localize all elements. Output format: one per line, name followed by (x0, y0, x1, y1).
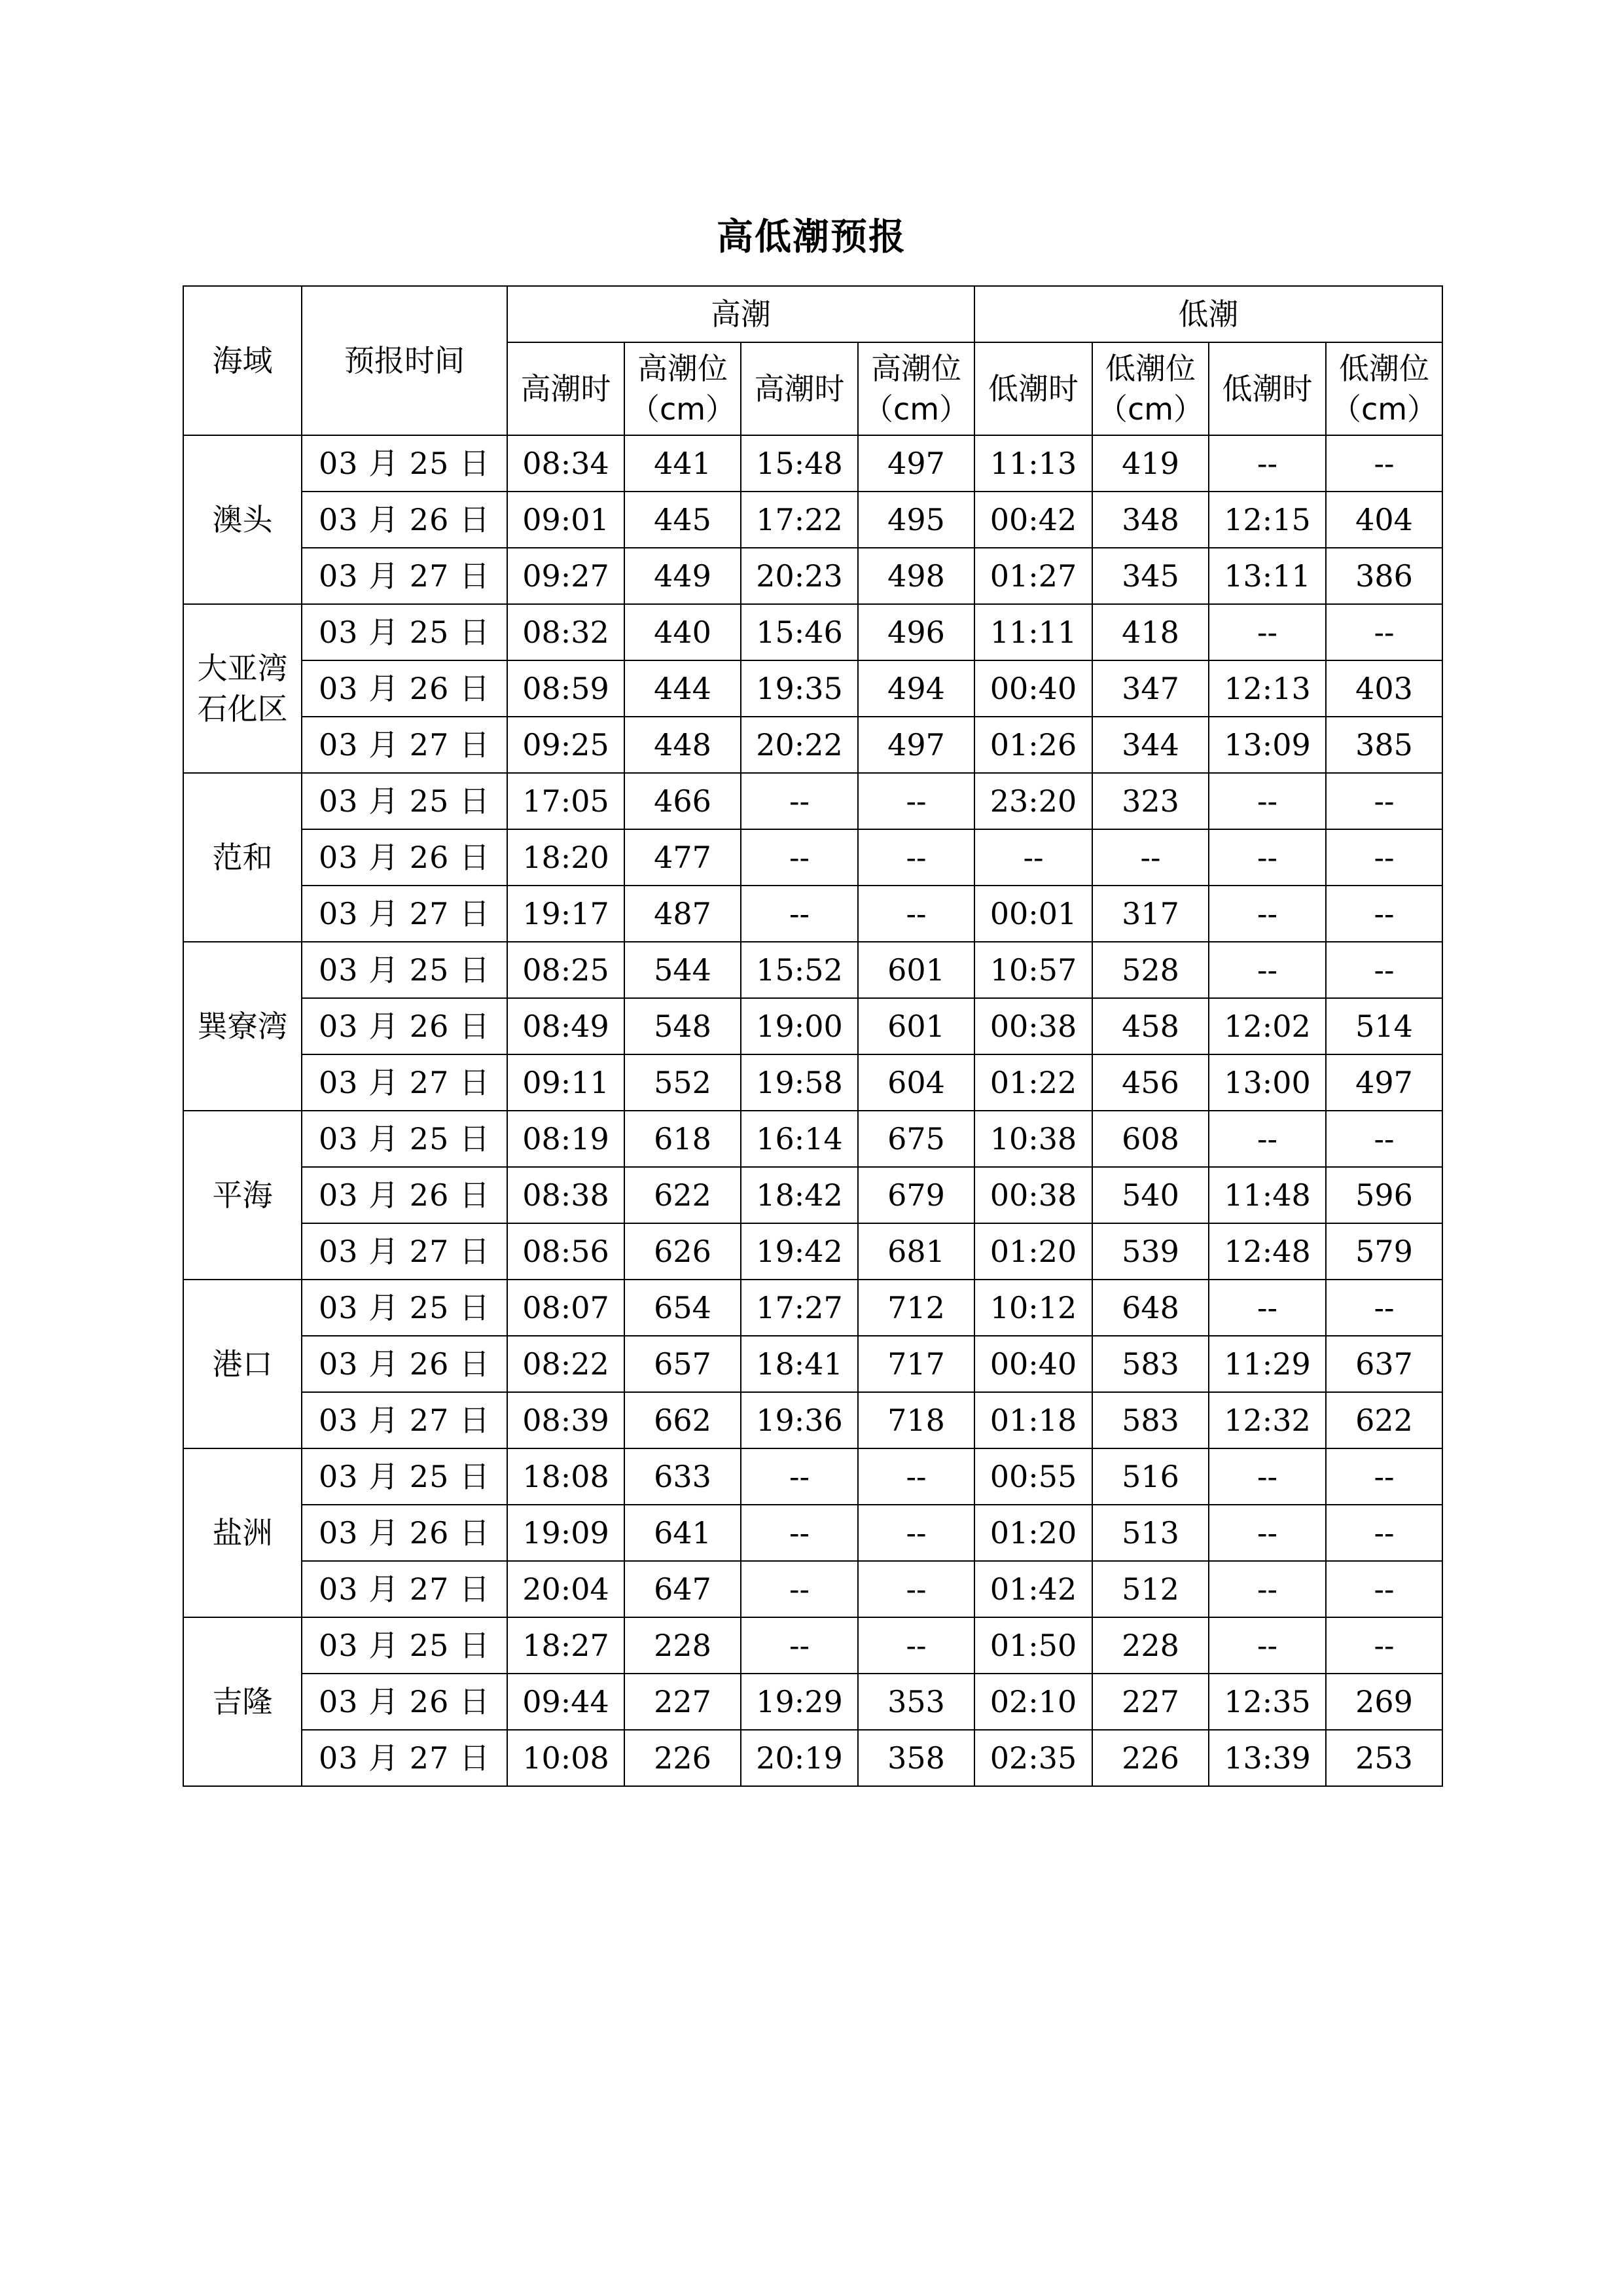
tide-cell: -- (1209, 886, 1326, 942)
tide-cell: 497 (858, 717, 974, 773)
tide-cell: 01:27 (974, 548, 1092, 604)
tide-cell: -- (858, 1561, 974, 1617)
tide-cell: 494 (858, 660, 974, 717)
tide-cell: 227 (1092, 1674, 1209, 1730)
region-name: 盐洲 (183, 1448, 302, 1617)
tide-cell: 498 (858, 548, 974, 604)
tide-cell: 647 (624, 1561, 741, 1617)
tide-cell: 10:12 (974, 1280, 1092, 1336)
tide-cell: 19:35 (741, 660, 858, 717)
table-row (183, 660, 1442, 717)
tide-cell: 513 (1092, 1505, 1209, 1561)
tide-cell: 418 (1092, 604, 1209, 660)
tide-cell: -- (1326, 1505, 1442, 1561)
tide-cell: 19:42 (741, 1223, 858, 1280)
tide-cell: 19:09 (507, 1505, 624, 1561)
table-row (183, 886, 1442, 942)
tide-cell: 466 (624, 773, 741, 829)
tide-cell: 449 (624, 548, 741, 604)
tide-cell: 548 (624, 998, 741, 1054)
tide-cell: 08:56 (507, 1223, 624, 1280)
tide-cell: -- (1209, 1561, 1326, 1617)
forecast-date: 03 月 26 日 (302, 660, 507, 717)
header-low-time-2: 低潮时 (1209, 342, 1326, 435)
tide-cell: 01:18 (974, 1392, 1092, 1448)
tide-cell: 08:34 (507, 435, 624, 492)
forecast-date: 03 月 25 日 (302, 1280, 507, 1336)
tide-cell: -- (974, 829, 1092, 886)
table-row (183, 1054, 1442, 1111)
forecast-date: 03 月 25 日 (302, 1617, 507, 1674)
tide-cell: 00:01 (974, 886, 1092, 942)
table-row (183, 1167, 1442, 1223)
tide-cell: 681 (858, 1223, 974, 1280)
tide-cell: 514 (1326, 998, 1442, 1054)
tide-cell: -- (741, 773, 858, 829)
tide-cell: 17:22 (741, 492, 858, 548)
tide-cell: 317 (1092, 886, 1209, 942)
forecast-date: 03 月 25 日 (302, 942, 507, 998)
tide-cell: 626 (624, 1223, 741, 1280)
tide-cell: 712 (858, 1280, 974, 1336)
tide-cell: 12:48 (1209, 1223, 1326, 1280)
tide-cell: 09:27 (507, 548, 624, 604)
tide-cell: -- (1326, 435, 1442, 492)
tide-cell: 18:41 (741, 1336, 858, 1392)
tide-cell: -- (741, 1448, 858, 1505)
tide-cell: 02:10 (974, 1674, 1092, 1730)
tide-cell: 11:48 (1209, 1167, 1326, 1223)
table-row (183, 1505, 1442, 1561)
tide-cell: 679 (858, 1167, 974, 1223)
tide-cell: -- (1209, 1448, 1326, 1505)
tide-cell: 12:02 (1209, 998, 1326, 1054)
tide-cell: 718 (858, 1392, 974, 1448)
tide-cell: 385 (1326, 717, 1442, 773)
tide-cell: 00:55 (974, 1448, 1092, 1505)
tide-cell: 269 (1326, 1674, 1442, 1730)
tide-cell: 18:42 (741, 1167, 858, 1223)
tide-cell: 08:25 (507, 942, 624, 998)
forecast-date: 03 月 25 日 (302, 773, 507, 829)
tide-cell: 13:09 (1209, 717, 1326, 773)
tide-cell: 633 (624, 1448, 741, 1505)
tide-cell: 20:19 (741, 1730, 858, 1786)
tide-cell: 497 (1326, 1054, 1442, 1111)
tide-cell: 358 (858, 1730, 974, 1786)
tide-cell: 440 (624, 604, 741, 660)
tide-cell: 539 (1092, 1223, 1209, 1280)
tide-cell: 02:35 (974, 1730, 1092, 1786)
tide-cell: -- (858, 773, 974, 829)
tide-cell: -- (1209, 1617, 1326, 1674)
header-high-time-2: 高潮时 (741, 342, 858, 435)
tide-cell: 23:20 (974, 773, 1092, 829)
tide-cell: 512 (1092, 1561, 1209, 1617)
tide-cell: 01:26 (974, 717, 1092, 773)
tide-cell: 13:39 (1209, 1730, 1326, 1786)
tide-cell: 353 (858, 1674, 974, 1730)
tide-cell: 497 (858, 435, 974, 492)
table-row (183, 1336, 1442, 1392)
tide-cell: 604 (858, 1054, 974, 1111)
tide-forecast-table (183, 285, 1443, 1787)
tide-cell: 09:25 (507, 717, 624, 773)
tide-cell: 19:00 (741, 998, 858, 1054)
tide-cell: 00:38 (974, 998, 1092, 1054)
tide-cell: 496 (858, 604, 974, 660)
tide-cell: -- (1326, 1111, 1442, 1167)
tide-cell: 19:17 (507, 886, 624, 942)
page-title: 高低潮预报 (717, 216, 906, 259)
tide-cell: 323 (1092, 773, 1209, 829)
header-low-level-2: 低潮位 （cm） (1326, 342, 1442, 435)
tide-cell: 226 (1092, 1730, 1209, 1786)
tide-cell: 458 (1092, 998, 1209, 1054)
tide-cell: 618 (624, 1111, 741, 1167)
tide-cell: 20:23 (741, 548, 858, 604)
region-name: 大亚湾 石化区 (183, 604, 302, 773)
table-row (183, 435, 1442, 492)
header-high-level-2: 高潮位 （cm） (858, 342, 974, 435)
tide-cell: 601 (858, 998, 974, 1054)
table-row (183, 548, 1442, 604)
tide-cell: 226 (624, 1730, 741, 1786)
tide-cell: 456 (1092, 1054, 1209, 1111)
tide-cell: 228 (1092, 1617, 1209, 1674)
tide-cell: -- (1092, 829, 1209, 886)
tide-cell: 648 (1092, 1280, 1209, 1336)
tide-cell: 622 (624, 1167, 741, 1223)
header-low-tide: 低潮 (974, 286, 1442, 342)
table-row (183, 773, 1442, 829)
tide-cell: 253 (1326, 1730, 1442, 1786)
tide-cell: -- (858, 829, 974, 886)
tide-cell: 08:22 (507, 1336, 624, 1392)
tide-cell: 528 (1092, 942, 1209, 998)
forecast-date: 03 月 26 日 (302, 492, 507, 548)
forecast-date: 03 月 26 日 (302, 1674, 507, 1730)
tide-cell: 654 (624, 1280, 741, 1336)
forecast-date: 03 月 26 日 (302, 1336, 507, 1392)
tide-cell: 15:46 (741, 604, 858, 660)
tide-cell: 12:13 (1209, 660, 1326, 717)
tide-cell: 15:52 (741, 942, 858, 998)
region-name: 吉隆 (183, 1617, 302, 1786)
tide-cell: 227 (624, 1674, 741, 1730)
tide-cell: 00:38 (974, 1167, 1092, 1223)
tide-cell: 20:22 (741, 717, 858, 773)
tide-cell: -- (1326, 829, 1442, 886)
tide-cell: 08:39 (507, 1392, 624, 1448)
tide-cell: 228 (624, 1617, 741, 1674)
tide-cell: 08:32 (507, 604, 624, 660)
tide-cell: 17:05 (507, 773, 624, 829)
tide-cell: -- (1326, 1448, 1442, 1505)
tide-cell: 09:11 (507, 1054, 624, 1111)
tide-cell: 441 (624, 435, 741, 492)
tide-cell: -- (741, 1561, 858, 1617)
tide-cell: 675 (858, 1111, 974, 1167)
tide-cell: -- (741, 1505, 858, 1561)
region-name: 巽寮湾 (183, 942, 302, 1111)
tide-cell: 10:08 (507, 1730, 624, 1786)
region-name: 范和 (183, 773, 302, 942)
tide-cell: 10:57 (974, 942, 1092, 998)
tide-cell: 08:07 (507, 1280, 624, 1336)
table-row (183, 604, 1442, 660)
forecast-date: 03 月 25 日 (302, 604, 507, 660)
table-row (183, 829, 1442, 886)
tide-cell: 477 (624, 829, 741, 886)
tide-cell: 08:19 (507, 1111, 624, 1167)
table-row (183, 1617, 1442, 1674)
tide-cell: -- (1209, 829, 1326, 886)
tide-cell: 544 (624, 942, 741, 998)
tide-cell: 18:27 (507, 1617, 624, 1674)
table-row (183, 492, 1442, 548)
tide-cell: 01:50 (974, 1617, 1092, 1674)
table-row (183, 1280, 1442, 1336)
forecast-date: 03 月 26 日 (302, 829, 507, 886)
tide-cell: 19:29 (741, 1674, 858, 1730)
tide-cell: -- (1326, 773, 1442, 829)
tide-cell: 540 (1092, 1167, 1209, 1223)
tide-cell: 11:13 (974, 435, 1092, 492)
tide-cell: 444 (624, 660, 741, 717)
tide-cell: 13:11 (1209, 548, 1326, 604)
header-row-1 (183, 286, 1442, 342)
tide-cell: 10:38 (974, 1111, 1092, 1167)
header-high-tide: 高潮 (507, 286, 974, 342)
tide-cell: 448 (624, 717, 741, 773)
tide-cell: 08:38 (507, 1167, 624, 1223)
tide-cell: -- (1326, 604, 1442, 660)
tide-cell: 608 (1092, 1111, 1209, 1167)
forecast-date: 03 月 27 日 (302, 886, 507, 942)
header-region: 海域 (183, 286, 302, 435)
tide-cell: 20:04 (507, 1561, 624, 1617)
tide-cell: 00:40 (974, 1336, 1092, 1392)
table-row (183, 1392, 1442, 1448)
tide-cell: 347 (1092, 660, 1209, 717)
tide-cell: 579 (1326, 1223, 1442, 1280)
tide-cell: 11:29 (1209, 1336, 1326, 1392)
table-row (183, 1448, 1442, 1505)
region-name: 澳头 (183, 435, 302, 604)
tide-cell: 596 (1326, 1167, 1442, 1223)
tide-cell: 08:59 (507, 660, 624, 717)
tide-cell: 01:22 (974, 1054, 1092, 1111)
tide-cell: 15:48 (741, 435, 858, 492)
tide-cell: 419 (1092, 435, 1209, 492)
tide-cell: -- (1209, 1111, 1326, 1167)
tide-cell: -- (1326, 886, 1442, 942)
tide-cell: -- (858, 1505, 974, 1561)
tide-cell: 12:35 (1209, 1674, 1326, 1730)
tide-cell: 717 (858, 1336, 974, 1392)
table-row (183, 998, 1442, 1054)
tide-cell: 09:44 (507, 1674, 624, 1730)
tide-cell: -- (858, 1617, 974, 1674)
tide-cell: 495 (858, 492, 974, 548)
tide-cell: 19:58 (741, 1054, 858, 1111)
tide-cell: -- (858, 1448, 974, 1505)
tide-cell: -- (1209, 773, 1326, 829)
tide-cell: -- (1209, 604, 1326, 660)
header-low-time-1: 低潮时 (974, 342, 1092, 435)
table-row (183, 1674, 1442, 1730)
tide-cell: 345 (1092, 548, 1209, 604)
forecast-date: 03 月 27 日 (302, 1392, 507, 1448)
table-row (183, 942, 1442, 998)
table-row (183, 1223, 1442, 1280)
tide-cell: -- (1209, 1280, 1326, 1336)
tide-cell: 18:08 (507, 1448, 624, 1505)
forecast-date: 03 月 25 日 (302, 1448, 507, 1505)
tide-cell: 552 (624, 1054, 741, 1111)
tide-cell: 386 (1326, 548, 1442, 604)
tide-cell: 19:36 (741, 1392, 858, 1448)
table-row (183, 1730, 1442, 1786)
forecast-date: 03 月 27 日 (302, 1561, 507, 1617)
tide-cell: 01:42 (974, 1561, 1092, 1617)
tide-cell: -- (1326, 1280, 1442, 1336)
header-high-level-1: 高潮位 （cm） (624, 342, 741, 435)
tide-cell: 487 (624, 886, 741, 942)
forecast-date: 03 月 27 日 (302, 548, 507, 604)
forecast-date: 03 月 27 日 (302, 1730, 507, 1786)
tide-cell: 641 (624, 1505, 741, 1561)
tide-cell: 344 (1092, 717, 1209, 773)
tide-cell: 08:49 (507, 998, 624, 1054)
tide-cell: 16:14 (741, 1111, 858, 1167)
tide-cell: -- (1209, 1505, 1326, 1561)
tide-cell: 00:42 (974, 492, 1092, 548)
forecast-date: 03 月 25 日 (302, 435, 507, 492)
tide-cell: 00:40 (974, 660, 1092, 717)
tide-cell: 657 (624, 1336, 741, 1392)
table-row (183, 1561, 1442, 1617)
tide-cell: 403 (1326, 660, 1442, 717)
tide-cell: 348 (1092, 492, 1209, 548)
tide-cell: 11:11 (974, 604, 1092, 660)
header-low-level-1: 低潮位 （cm） (1092, 342, 1209, 435)
tide-cell: -- (741, 829, 858, 886)
forecast-date: 03 月 26 日 (302, 998, 507, 1054)
tide-cell: -- (1326, 942, 1442, 998)
forecast-date: 03 月 27 日 (302, 1223, 507, 1280)
tide-cell: -- (1209, 942, 1326, 998)
table-row (183, 1111, 1442, 1167)
tide-cell: -- (741, 886, 858, 942)
forecast-date: 03 月 26 日 (302, 1167, 507, 1223)
tide-cell: 17:27 (741, 1280, 858, 1336)
header-forecast-time: 预报时间 (302, 286, 507, 435)
forecast-date: 03 月 25 日 (302, 1111, 507, 1167)
tide-cell: 09:01 (507, 492, 624, 548)
tide-cell: 12:32 (1209, 1392, 1326, 1448)
tide-cell: 622 (1326, 1392, 1442, 1448)
tide-cell: -- (1326, 1617, 1442, 1674)
tide-cell: 637 (1326, 1336, 1442, 1392)
forecast-date: 03 月 27 日 (302, 1054, 507, 1111)
tide-cell: 12:15 (1209, 492, 1326, 548)
tide-cell: 516 (1092, 1448, 1209, 1505)
tide-cell: 13:00 (1209, 1054, 1326, 1111)
tide-cell: -- (1326, 1561, 1442, 1617)
tide-cell: -- (1209, 435, 1326, 492)
tide-cell: 583 (1092, 1392, 1209, 1448)
tide-cell: 662 (624, 1392, 741, 1448)
tide-cell: -- (858, 886, 974, 942)
tide-cell: 583 (1092, 1336, 1209, 1392)
header-high-time-1: 高潮时 (507, 342, 624, 435)
tide-cell: -- (741, 1617, 858, 1674)
tide-cell: 601 (858, 942, 974, 998)
forecast-date: 03 月 26 日 (302, 1505, 507, 1561)
region-name: 平海 (183, 1111, 302, 1280)
table-row (183, 717, 1442, 773)
tide-cell: 18:20 (507, 829, 624, 886)
tide-cell: 01:20 (974, 1223, 1092, 1280)
tide-cell: 445 (624, 492, 741, 548)
tide-cell: 404 (1326, 492, 1442, 548)
tide-cell: 01:20 (974, 1505, 1092, 1561)
forecast-date: 03 月 27 日 (302, 717, 507, 773)
region-name: 港口 (183, 1280, 302, 1448)
